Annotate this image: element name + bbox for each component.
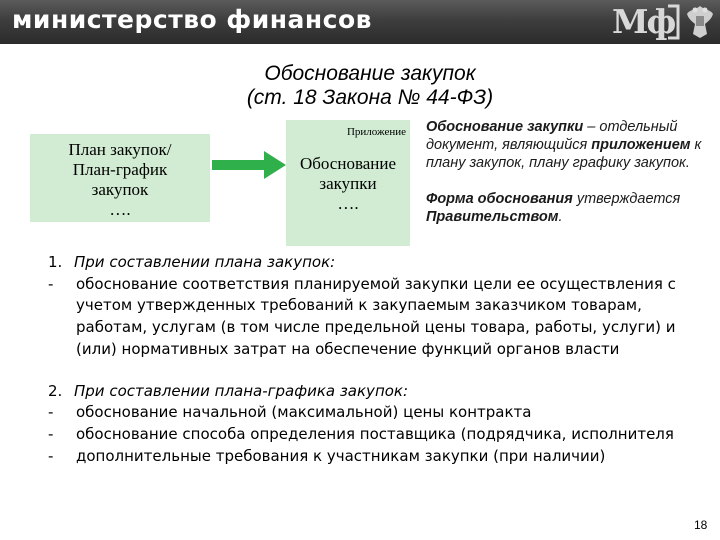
section-1-number: 1. bbox=[48, 253, 63, 271]
requirements-list bbox=[48, 252, 688, 467]
ministry-title: министерство финансов bbox=[12, 5, 372, 34]
plan-box-line4: …. bbox=[109, 200, 131, 219]
list-item bbox=[48, 402, 688, 424]
section-2-title: При составлении плана-графика закупок: bbox=[74, 381, 409, 400]
justification-box bbox=[286, 120, 410, 246]
appendix-tag: Приложение bbox=[346, 126, 406, 138]
ministry-logo bbox=[612, 2, 684, 42]
justification-box-line1: Обоснование bbox=[299, 154, 397, 173]
slide-title bbox=[150, 62, 590, 110]
desc-appendix: приложением bbox=[591, 137, 691, 153]
list-dash: - bbox=[48, 424, 54, 443]
plan-box-line2: План-график bbox=[72, 160, 168, 179]
desc-term: Обоснование закупки bbox=[426, 119, 584, 135]
description-paragraph-1 bbox=[426, 118, 718, 172]
justification-box-line2: закупки bbox=[319, 174, 377, 193]
logo-text: Мф bbox=[612, 2, 675, 41]
description-paragraph-2 bbox=[426, 190, 718, 226]
list-item bbox=[48, 274, 688, 361]
plan-box-line3: закупок bbox=[91, 180, 149, 199]
list-item-text: дополнительные требования к участникам закупки (при наличии) bbox=[76, 446, 606, 465]
list-item bbox=[48, 446, 688, 468]
list-item bbox=[48, 424, 688, 446]
header-bar bbox=[0, 0, 720, 44]
desc-period: . bbox=[558, 209, 563, 225]
slide-title-line2: (ст. 18 Закона № 44-ФЗ) bbox=[246, 86, 494, 109]
plan-box-text bbox=[30, 140, 210, 220]
section-1-title: При составлении плана закупок: bbox=[74, 253, 336, 271]
logo-bracket-icon bbox=[664, 4, 682, 40]
list-item-text: обоснование способа определения поставщика (подрядчика, исполнителя bbox=[76, 424, 674, 443]
list-item-text: обоснование соответствия планируемой закупки цели ее осуществления с учетом утвержденных требований к закупаемым заказчиком товарам, работам, услугам (в том числе предельной цены товара, работы, услуги) и (или) нормативных затрат на обеспечение функций органов власти bbox=[76, 274, 676, 358]
desc-text-2: к плану закупок, плану графику закупок. bbox=[426, 137, 702, 171]
desc-government: Правительством bbox=[426, 209, 559, 225]
page-number: 18 bbox=[694, 518, 708, 532]
justification-box-text bbox=[286, 154, 410, 214]
right-arrow-icon bbox=[212, 150, 286, 180]
plan-box-line1: План закупок/ bbox=[68, 140, 172, 159]
justification-box-line3: …. bbox=[337, 194, 359, 213]
list-dash: - bbox=[48, 446, 54, 465]
plan-box bbox=[30, 134, 210, 222]
desc-form: Форма обоснования bbox=[426, 191, 573, 207]
list-item-text: обоснование начальной (максимальной) цены контракта bbox=[76, 403, 532, 422]
section-2-number: 2. bbox=[48, 381, 63, 400]
section-2-heading bbox=[48, 381, 688, 403]
section-1-heading bbox=[48, 252, 688, 274]
list-dash: - bbox=[48, 274, 54, 293]
justification-description bbox=[426, 118, 718, 226]
desc-dash: – bbox=[583, 119, 600, 135]
desc-text-1: отдельный документ, являющийся bbox=[426, 119, 678, 153]
slide-title-line1: Обоснование закупок bbox=[264, 62, 476, 85]
desc-approved: утверждается bbox=[572, 191, 681, 207]
coat-of-arms-icon bbox=[685, 4, 715, 40]
list-dash: - bbox=[48, 403, 54, 422]
